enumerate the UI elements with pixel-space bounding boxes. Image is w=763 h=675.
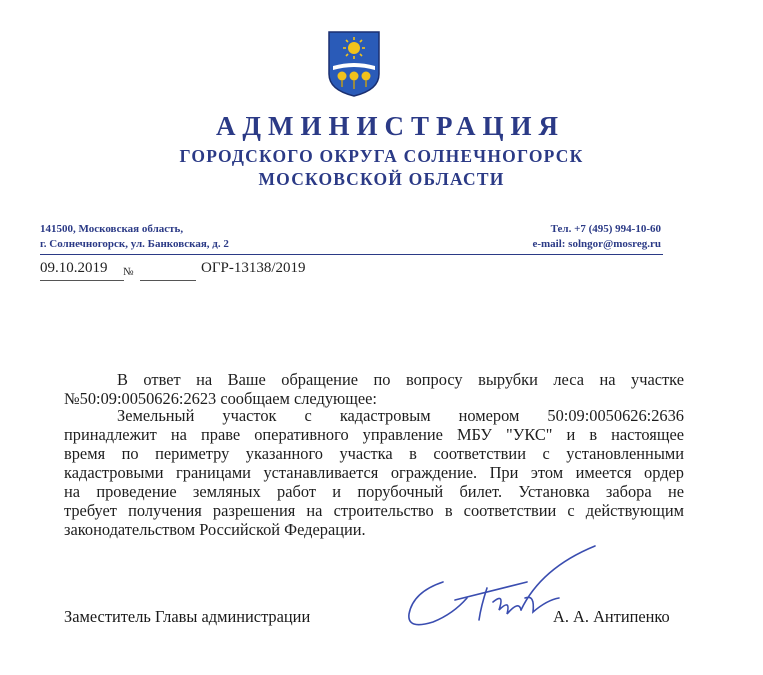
paragraph-1-line-2: №50:09:0050626:2623 сообщаем следующее: — [64, 389, 377, 408]
registration-number: ОГР-13138/2019 — [201, 260, 306, 276]
coat-of-arms-emblem — [327, 30, 381, 98]
paragraph-2-line-6: требует получения разрешения на строительство в соответствии с действующим — [64, 501, 684, 520]
phone-number: Тел. +7 (495) 994-10-60 — [550, 223, 661, 235]
email-address: e-mail: solngor@mosreg.ru — [532, 238, 661, 250]
paragraph-2-line-5: на проведение земляных работ и порубочный билет. Установка забора не — [64, 482, 684, 501]
address-line-2: г. Солнечногорск, ул. Банковская, д. 2 — [40, 238, 229, 250]
paragraph-2-line-7: законодательством Российской Федерации. — [64, 520, 366, 539]
address-line-1: 141500, Московская область, — [40, 223, 184, 235]
paragraph-2-line-2: принадлежит на праве оперативного управление МБУ "УКС" и в настоящее — [64, 425, 684, 444]
signatory-role: Заместитель Главы администрации — [64, 607, 311, 626]
number-underline — [140, 280, 196, 281]
number-sign: № — [123, 266, 134, 278]
paragraph-2-line-1: Земельный участок с кадастровым номером 50:09:0050626:2636 — [117, 406, 684, 425]
header-title: АДМИНИСТРАЦИЯ — [215, 111, 566, 141]
registration-date: 09.10.2019 — [40, 260, 108, 276]
header-divider — [40, 254, 663, 255]
paragraph-2-line-3: время по периметру указанного участка в соответствии с установленными — [64, 444, 684, 463]
date-underline — [40, 280, 124, 281]
paragraph-1-line-1: В ответ на Ваше обращение по вопросу вырубки леса на участке — [117, 370, 684, 389]
header-subtitle-district: ГОРОДСКОГО ОКРУГА СОЛНЕЧНОГОРСК — [179, 146, 584, 166]
paragraph-2-line-4: кадастровыми границами устанавливается ограждение. При этом имеется ордер — [64, 463, 684, 482]
header-subtitle-region: МОСКОВСКОЙ ОБЛАСТИ — [258, 169, 505, 189]
signatory-name: А. А. Антипенко — [553, 607, 670, 626]
